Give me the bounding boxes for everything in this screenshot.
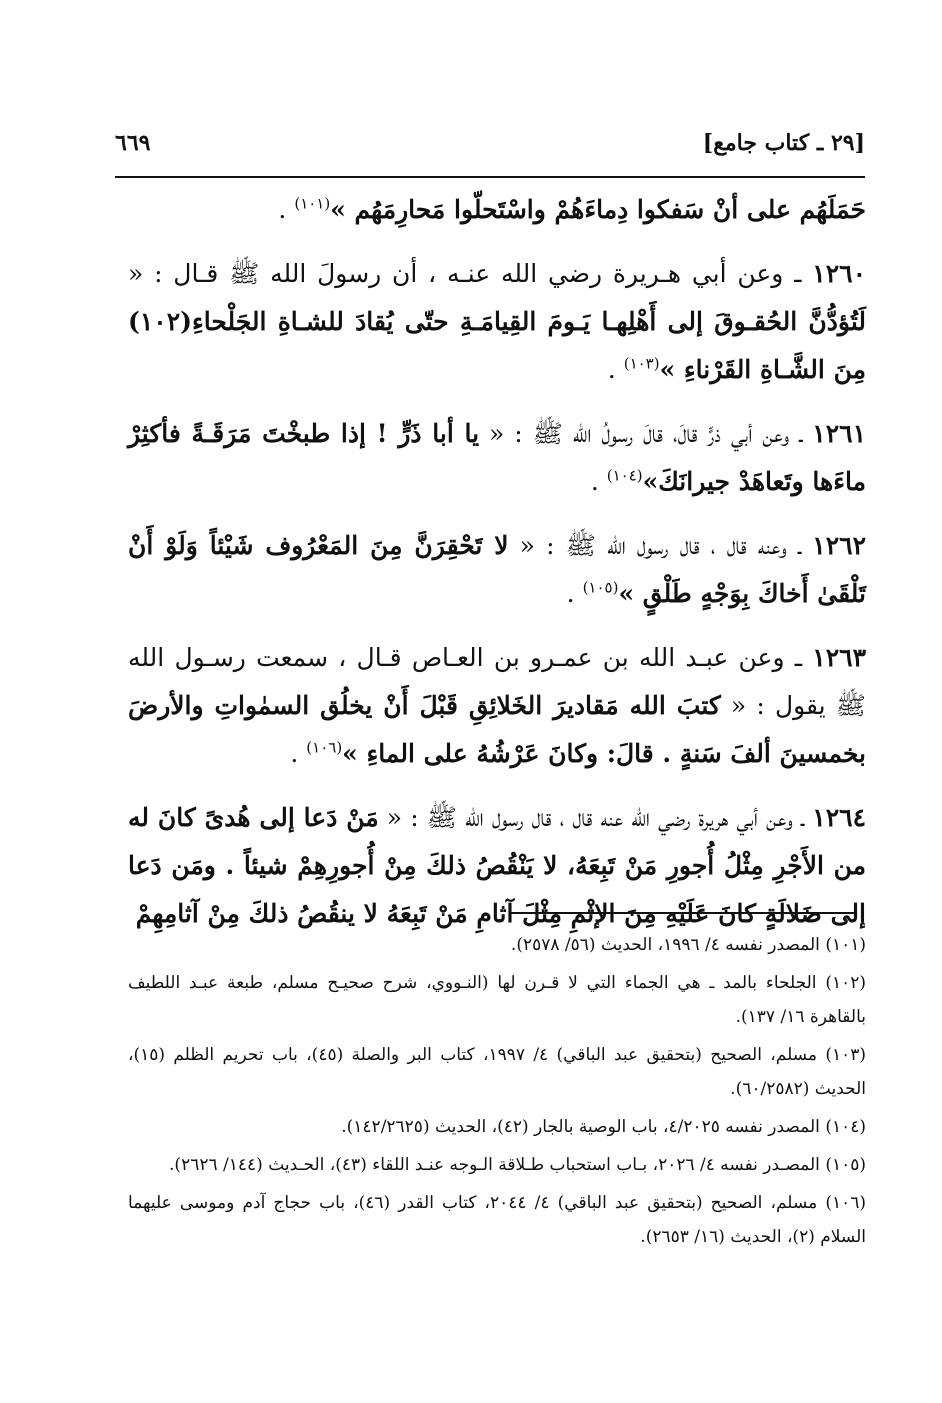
footnote-text: مسلم، الصحيح (بتحقيق عبد الباقي) ٤/ ١٩٩٧، كتاب البر والصلة (٤٥)، باب تحريم الظلم (١٥)، الحديث (٦٠/٢٥٨٢).: [128, 1045, 866, 1099]
paragraph-end: .: [607, 355, 624, 384]
footnote-ref: (١٠٥): [582, 578, 619, 597]
paragraph-1262: [128, 522, 866, 618]
hadith-number: ١٢٦٢: [812, 531, 867, 560]
footnote-number: (١٠١): [825, 935, 866, 955]
hadith-intro: ـ وعن أبي ذرٍّ قالَ، قالَ رسولُ الله ﷺ : «: [479, 419, 813, 448]
paragraph-end: .: [590, 467, 607, 496]
footnote-106: [128, 1186, 866, 1254]
hadith-text: مَنْ دَعا إلى هُدىً كانَ له من الأَجْرِ مِثْلُ أُجورِ مَنْ تَبِعَهُ، لا يَنْقُصُ ذلكَ مِنْ أُجورِهِمْ شيئاً . ومَن دَعا إلى ضَلالَةٍ كانَ عَلَيْهِ مِنَ الإثْمِ مِثْلَ آثامِ مَنْ تَبِعَهُ لا ينقُصُ ذلكَ مِنْ آثامِهِمْ: [128, 803, 866, 928]
hadith-intro: ـ وعنه قال ، قال رسول الله ﷺ : «: [508, 531, 813, 560]
footnote-number: (١٠٣): [825, 1045, 867, 1065]
paragraph-1264: [128, 794, 866, 938]
hadith-intro: ـ وعن أبي هريرة رضي الله عنه قال ، قال رسول الله ﷺ : «: [378, 803, 813, 832]
hadith-text: يا أبا ذَرٍّ ! إذا طبخْتَ مَرَقَـةً فأكثِرْ ماءَها وتَعاهَدْ جيرانَكَ»: [128, 419, 866, 496]
footnote-text: المصدر نفسه ٤/٢٠٢٥، باب الوصية بالجار (٤٢)، الحديث (١٤٢/٢٦٢٥).: [341, 1117, 826, 1137]
hadith-number: ١٢٦٤: [812, 803, 866, 832]
paragraph-end: .: [290, 739, 307, 768]
footnote-ref: (١٠٣): [623, 354, 660, 373]
hadith-text: لَتُؤدُّنَّ الحُقـوقَ إلى أَهْلِهـا يَـومَ القِيامَـةِ حتّى يُقادَ للشـاةِ الجَلْحاءِ(١٠٢) مِنَ الشَّـاةِ القَرْناءِ »: [128, 307, 866, 384]
running-title: [٢٩ ـ كتاب جامع]: [702, 130, 865, 156]
hadith-text: لا تَحْقِرَنَّ مِنَ المَعْرُوف شَيْئاً وَلَوْ أَنْ تَلْقَىٰ أَخاكَ بِوَجْهٍ طَلْقٍ »: [128, 531, 866, 608]
footnote-103: [128, 1038, 866, 1106]
footnote-102: [128, 966, 866, 1034]
hadith-number: ١٢٦٠: [812, 259, 866, 288]
footnote-ref: (١٠١): [294, 194, 331, 213]
footnote-text: المصـدر نفسه ٤/ ٢٠٢٦، بـاب استحباب طـلاقة الـوجه عنـد اللقاء (٤٣)، الحـديث (١٤٤/ ٢٦٢٦).: [169, 1155, 826, 1175]
footnotes: [128, 928, 866, 1258]
footnote-number: (١٠٢): [825, 973, 866, 993]
footnote-101: [128, 928, 866, 962]
hadith-number: ١٢٦١: [812, 419, 867, 448]
footnote-text: المصدر نفسه ٤/ ١٩٩٦، الحديث (٥٦/ ٢٥٧٨).: [510, 935, 826, 955]
paragraph-continuation: [128, 186, 866, 234]
footnote-ref: (١٠٦): [306, 738, 343, 757]
page-number: ٦٦٩: [115, 130, 151, 156]
paragraph-end: .: [278, 195, 295, 224]
footnote-105: [128, 1148, 866, 1182]
hadith-number: ١٢٦٣: [812, 643, 866, 672]
paragraph-1261: [128, 410, 866, 506]
paragraph-end: .: [566, 579, 583, 608]
hadith-text: حَمَلَهُم على أنْ سَفكوا دِماءَهُمْ واسْتَحلّوا مَحارِمَهُم »: [330, 195, 866, 224]
footnote-ref: (١٠٤): [606, 466, 643, 485]
footnote-text: مسلم، الصحيح (بتحقيق عبد الباقي) ٤/ ٢٠٤٤، كتاب القدر (٤٦)، باب حجاج آدم وموسى عليهما السلام (٢)، الحديث (١٦/ ٢٦٥٣).: [128, 1193, 866, 1247]
footnote-rule: [510, 912, 855, 914]
body-text: [128, 186, 866, 954]
header-rule: [115, 176, 865, 178]
hadith-text: كتبَ الله مَقاديرَ الخَلائِقِ قَبْلَ أَنْ يخلُق السمٰواتِ والأرضَ بخمسينَ ألفَ سَنةٍ . قالَ: وكانَ عَرْشُهُ على الماءِ »: [128, 691, 866, 768]
footnote-number: (١٠٥): [825, 1155, 866, 1175]
page-header: [115, 130, 865, 170]
hadith-intro: ـ وعن عبـد الله بن عمـرو بن العـاص قـال ، سمعت رسـول الله ﷺ يقول : «: [128, 643, 866, 720]
hadith-intro: ـ وعن أبي هـريرة رضي الله عنـه ، أن رسولَ الله ﷺ قـال : «: [128, 259, 813, 288]
footnote-number: (١٠٤): [825, 1117, 866, 1137]
footnote-number: (١٠٦): [825, 1193, 867, 1213]
footnote-104: [128, 1110, 866, 1144]
footnote-text: الجلحاء بالمد ـ هي الجماء التي لا قـرن لها (النـووي، شرح صحيـح مسلم، طبعة عبـد اللطيف بالقاهرة ١٦/ ١٣٧).: [128, 973, 866, 1027]
paragraph-1260: [128, 250, 866, 394]
paragraph-1263: [128, 634, 866, 778]
